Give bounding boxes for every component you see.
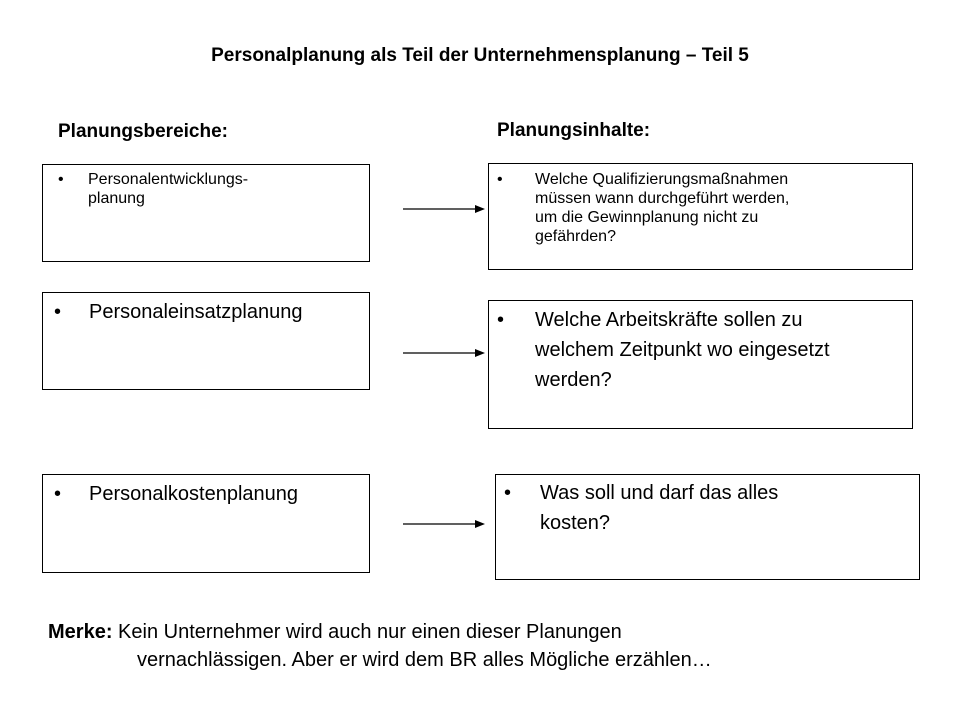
area-item-deployment bbox=[54, 300, 364, 324]
area-item-development bbox=[58, 170, 358, 208]
page-title: Personalplanung als Teil der Unternehmensplanung – Teil 5 bbox=[211, 45, 749, 66]
bullet-icon: • bbox=[54, 301, 62, 323]
content-text-deployment: Welche Arbeitskräfte sollen zu welchem Zeitpunkt wo eingesetzt werden? bbox=[535, 309, 830, 391]
content-text-costs: Was soll und darf das alles kosten? bbox=[540, 482, 779, 534]
arrow-right-icon bbox=[403, 518, 485, 530]
planning-areas-header: Planungsbereiche: bbox=[58, 121, 228, 142]
area-label-deployment: Personaleinsatzplanung bbox=[89, 301, 303, 323]
bullet-icon: • bbox=[58, 171, 64, 188]
note bbox=[48, 618, 712, 674]
bullet-icon: • bbox=[497, 171, 503, 188]
planning-contents-header: Planungsinhalte: bbox=[497, 120, 651, 141]
bullet-icon: • bbox=[54, 483, 62, 505]
note-label: Merke: bbox=[48, 621, 113, 643]
content-item-development bbox=[497, 170, 907, 246]
arrow-right-icon bbox=[403, 203, 485, 215]
bullet-icon: • bbox=[497, 309, 505, 331]
content-item-costs bbox=[504, 478, 914, 538]
area-label-costs: Personalkostenplanung bbox=[89, 483, 299, 505]
bullet-icon: • bbox=[504, 482, 512, 504]
arrow-right-icon bbox=[403, 347, 485, 359]
content-item-deployment bbox=[497, 305, 907, 395]
note-text-1: Kein Unternehmer wird auch nur einen dieser Planungen bbox=[118, 621, 622, 643]
content-text-development: Welche Qualifizierungsmaßnahmen müssen wann durchgeführt werden, um die Gewinnplanung nicht zu gefährden? bbox=[535, 171, 790, 245]
area-item-costs bbox=[54, 482, 364, 506]
note-line-1 bbox=[48, 618, 712, 646]
note-text-2: vernachlässigen. Aber er wird dem BR alles Mögliche erzählen… bbox=[137, 649, 712, 671]
area-label-development: Personalentwicklungs- planung bbox=[88, 171, 249, 207]
